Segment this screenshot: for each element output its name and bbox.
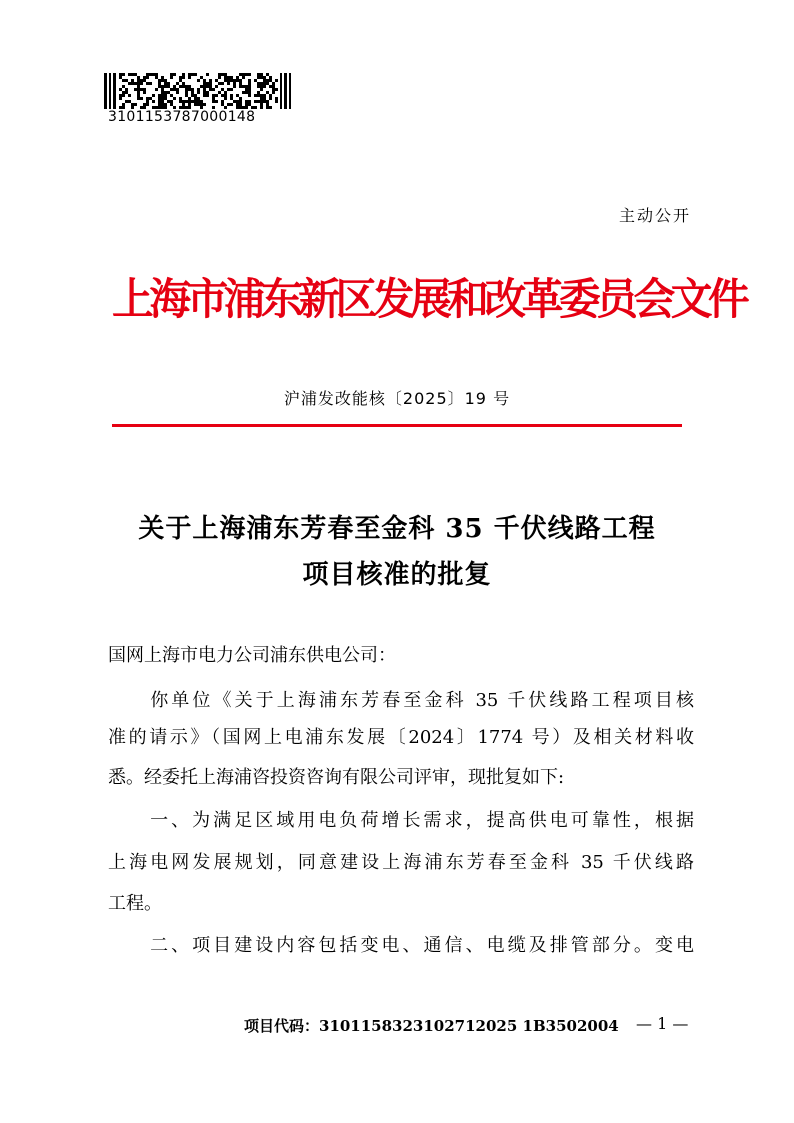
body-line: 你单位《关于上海浦东芳春至金科 35 千伏线路工程项目核 [108, 690, 694, 711]
project-code: 项目代码：3101158323102712025 1B3502004 [244, 1017, 619, 1035]
document-number: 沪浦发改能核〔2025〕19 号 [283, 389, 511, 408]
body-line: 一、为满足区域用电负荷增长需求，提高供电可靠性，根据 [108, 810, 694, 831]
body-line: 上海电网发展规划，同意建设上海浦东芳春至金科 35 千伏线路 [108, 852, 694, 873]
body-line: 准的请示》（国网上电浦东发展〔2024〕1774 号）及相关材料收 [108, 727, 694, 748]
page-number: — 1 — [636, 1014, 689, 1033]
barcode-number: 3101153787000148 [108, 109, 256, 125]
barcode [104, 73, 294, 109]
red-divider [112, 424, 682, 427]
issuer-heading: 上海市浦东新区发展和改革委员会文件 [112, 275, 746, 325]
body-line: 悉。经委托上海浦咨投资咨询有限公司评审，现批复如下: [108, 767, 565, 788]
addressee: 国网上海市电力公司浦东供电公司： [108, 645, 396, 666]
body-line: 二、项目建设内容包括变电、通信、电缆及排管部分。变电 [108, 935, 694, 956]
document-title-line-1: 关于上海浦东芳春至金科 35 千伏线路工程 [138, 514, 656, 544]
document-title-line-2: 项目核准的批复 [302, 560, 492, 590]
disclosure-label: 主动公开 [618, 206, 691, 225]
body-line: 工程。 [108, 893, 162, 914]
